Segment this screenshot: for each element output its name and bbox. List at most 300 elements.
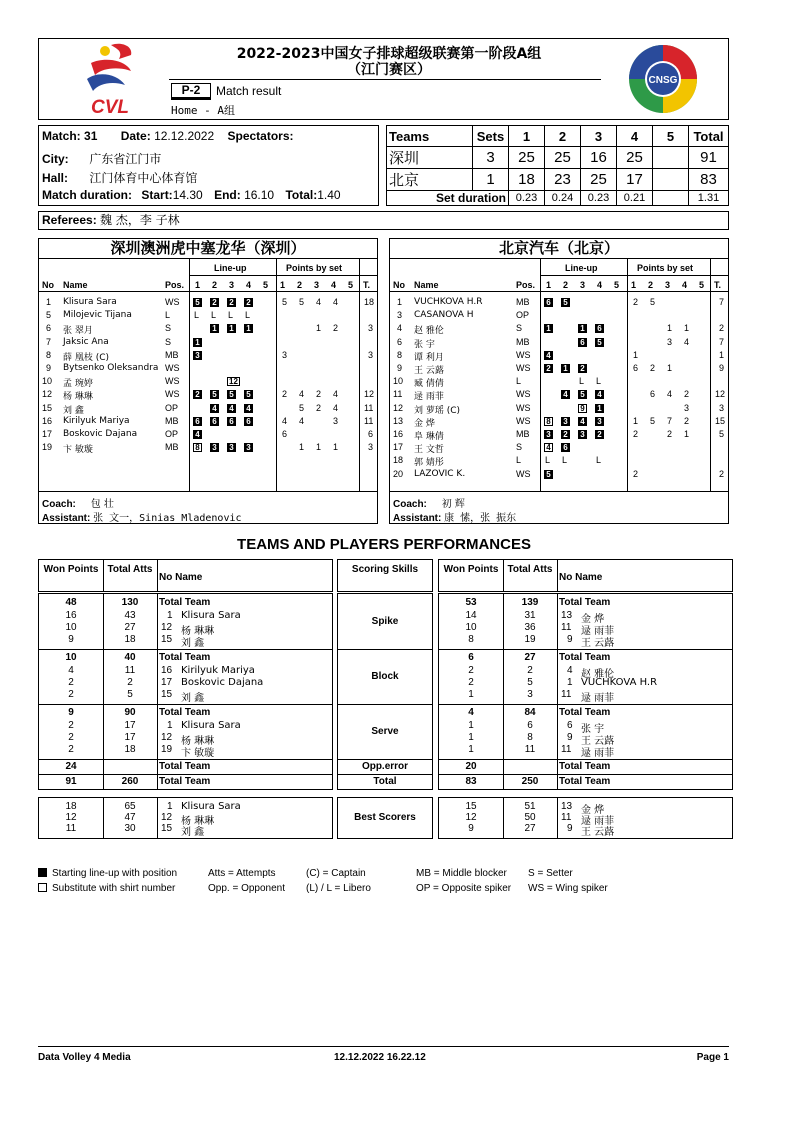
libero-marker: L bbox=[228, 310, 234, 321]
best-won-points: 12 bbox=[465, 812, 477, 823]
col-lineup-set: 4 bbox=[597, 280, 603, 290]
player-atts: 5 bbox=[127, 689, 133, 700]
player-number: 1 bbox=[167, 801, 173, 812]
points-header: Points by set bbox=[637, 263, 694, 273]
starting-position-marker: 5 bbox=[227, 390, 236, 399]
set-points: 2 bbox=[633, 468, 639, 479]
player-name: 王 云蕗 bbox=[581, 827, 615, 838]
starting-position-marker: 3 bbox=[578, 430, 587, 439]
player-name: 薛 凰枝 (C) bbox=[63, 352, 110, 363]
player-won-points: 1 bbox=[468, 689, 474, 700]
starting-position-marker: 1 bbox=[244, 324, 253, 333]
starting-position-marker: 3 bbox=[244, 443, 253, 452]
starting-position-marker: 5 bbox=[595, 338, 604, 347]
set-points: 6 bbox=[282, 429, 288, 439]
right-best-scorers bbox=[438, 797, 733, 839]
divider bbox=[540, 259, 541, 491]
player-name: 阜 琳倩 bbox=[414, 432, 444, 442]
starting-position-marker: 6 bbox=[193, 417, 202, 426]
player-number: 11 bbox=[393, 389, 403, 400]
player-number: 15 bbox=[161, 823, 173, 834]
set-points: 3 bbox=[333, 415, 339, 426]
set-score: 23 bbox=[545, 169, 581, 191]
divider bbox=[157, 560, 158, 591]
starting-position-marker: 4 bbox=[210, 404, 219, 413]
libero-marker: L bbox=[545, 455, 551, 466]
player-atts: 5 bbox=[527, 677, 533, 688]
assistant: Assistant: 康 愫，张 振东 bbox=[393, 513, 517, 524]
player-position: MB bbox=[516, 297, 530, 307]
player-number: 19 bbox=[42, 442, 53, 453]
player-total: 11 bbox=[364, 402, 374, 413]
player-name: 刘 萝瑶 (C) bbox=[414, 405, 461, 416]
match-date: 12.12.2022 bbox=[154, 129, 215, 143]
player-total: 7 bbox=[719, 336, 725, 347]
set-score: 25 bbox=[545, 147, 581, 169]
libero-marker: L bbox=[596, 376, 602, 387]
player-number: 9 bbox=[567, 823, 573, 834]
col-pos: Pos. bbox=[516, 280, 536, 290]
starting-position-marker: 2 bbox=[544, 364, 553, 373]
player-position: MB bbox=[165, 349, 179, 360]
match-info bbox=[38, 125, 379, 206]
col-points-set: 2 bbox=[297, 280, 303, 290]
player-number: 19 bbox=[161, 744, 173, 755]
set-points: 3 bbox=[282, 349, 288, 360]
player-won-points: 16 bbox=[65, 610, 77, 621]
hall-label: Hall: bbox=[42, 171, 69, 185]
empty-square-icon bbox=[38, 883, 47, 892]
player-won-points: 1 bbox=[468, 732, 474, 743]
starting-position-marker: 2 bbox=[210, 298, 219, 307]
total-won-points: 83 bbox=[465, 776, 477, 787]
col-scoring-skills: Scoring Skills bbox=[351, 564, 419, 575]
best-scorers-label-box bbox=[337, 797, 433, 839]
player-won-points: 2 bbox=[68, 720, 74, 731]
divider bbox=[338, 774, 432, 775]
col-points-set: 4 bbox=[682, 280, 688, 290]
starting-position-marker: 2 bbox=[561, 430, 570, 439]
duration-label: Match duration: bbox=[42, 188, 132, 202]
team-total-atts: 90 bbox=[124, 707, 136, 718]
legend-atts: Atts = Attempts bbox=[208, 868, 276, 879]
starting-position-marker: 6 bbox=[544, 298, 553, 307]
starting-position-marker: 4 bbox=[544, 351, 553, 360]
player-name: 孟 琬婷 bbox=[63, 379, 93, 390]
divider bbox=[439, 759, 732, 760]
best-atts: 47 bbox=[124, 812, 136, 823]
set-points: 4 bbox=[299, 415, 305, 426]
set-points: 1 bbox=[633, 349, 639, 360]
set-score: 25 bbox=[509, 147, 545, 169]
col-set4: 4 bbox=[617, 126, 653, 147]
points-header: Points by set bbox=[286, 263, 343, 273]
player-total: 9 bbox=[719, 363, 725, 373]
player-name: Boskovic Dajana bbox=[63, 429, 138, 439]
starting-position-marker: 5 bbox=[544, 470, 553, 479]
best-atts: 27 bbox=[524, 823, 536, 834]
filled-square-icon bbox=[38, 868, 47, 877]
starting-position-marker: 3 bbox=[227, 443, 236, 452]
total-team-label: Total Team bbox=[159, 597, 211, 608]
skill-name: Serve bbox=[371, 726, 399, 737]
libero-marker: L bbox=[245, 310, 251, 321]
player-position: WS bbox=[516, 415, 531, 426]
player-name: 王 云蕗 bbox=[414, 366, 444, 376]
team-total-atts: 40 bbox=[124, 652, 136, 663]
player-total: 3 bbox=[368, 442, 374, 453]
player-number: 4 bbox=[567, 665, 573, 676]
divider bbox=[189, 275, 378, 276]
set-points: 5 bbox=[282, 297, 288, 307]
libero-marker: L bbox=[211, 310, 217, 321]
player-atts: 11 bbox=[124, 665, 136, 676]
divider bbox=[439, 649, 732, 650]
player-number: 6 bbox=[397, 336, 403, 347]
set-points: 4 bbox=[667, 389, 673, 400]
home-team-panel bbox=[38, 238, 378, 524]
col-points-set: 1 bbox=[280, 280, 286, 290]
legend-ws: WS = Wing spiker bbox=[528, 883, 608, 894]
match-label: Match: bbox=[42, 129, 81, 143]
starting-position-marker: 1 bbox=[595, 404, 604, 413]
set-duration: 0.21 bbox=[617, 191, 653, 206]
player-total: 3 bbox=[719, 402, 725, 413]
col-no: No bbox=[42, 280, 54, 290]
player-name: 张 宇 bbox=[414, 339, 435, 350]
player-number: 6 bbox=[46, 323, 52, 334]
best-won-points: 11 bbox=[65, 823, 77, 834]
libero-marker: L bbox=[579, 376, 585, 387]
set-points: 4 bbox=[299, 389, 305, 400]
col-sets: Sets bbox=[473, 126, 509, 147]
player-name: 金 烨 bbox=[581, 805, 605, 816]
player-number: 18 bbox=[393, 455, 404, 466]
starting-position-marker: 4 bbox=[595, 390, 604, 399]
set-points: 1 bbox=[333, 442, 339, 453]
starting-position-marker: 4 bbox=[578, 417, 587, 426]
total-team-label: Total Team bbox=[559, 707, 611, 718]
total-team-label: Total Team bbox=[559, 652, 611, 663]
col-points-set: 1 bbox=[631, 280, 637, 290]
player-name: Milojevic Tijana bbox=[63, 310, 132, 321]
set-duration: 0.23 bbox=[581, 191, 617, 206]
divider bbox=[540, 275, 729, 276]
player-name: VUCHKOVA H.R bbox=[414, 297, 483, 307]
player-number: 1 bbox=[167, 720, 173, 731]
set-score bbox=[653, 169, 689, 191]
team-name-title: 深圳澳洲虎中塞龙华（深圳） bbox=[39, 239, 377, 259]
col-won-points: Won Points bbox=[443, 564, 499, 575]
divider bbox=[627, 259, 628, 491]
player-number: 10 bbox=[393, 376, 404, 387]
col-points-set: 2 bbox=[648, 280, 654, 290]
divider bbox=[439, 704, 732, 705]
player-name: 张 翠月 bbox=[63, 326, 93, 337]
player-total: 11 bbox=[364, 415, 374, 426]
starting-position-marker: 2 bbox=[244, 298, 253, 307]
player-number: 16 bbox=[42, 415, 53, 426]
set-points: 4 bbox=[333, 297, 339, 307]
col-set1: 1 bbox=[509, 126, 545, 147]
player-name: 逯 雨菲 bbox=[414, 392, 444, 403]
player-total: 12 bbox=[364, 389, 375, 400]
set-points: 2 bbox=[667, 429, 673, 439]
start-label: Start: bbox=[141, 188, 173, 202]
player-name: 臧 倩倩 bbox=[414, 379, 444, 390]
best-won-points: 9 bbox=[468, 823, 474, 834]
team-name: 北京 bbox=[387, 169, 473, 191]
col-won-points: Won Points bbox=[43, 564, 99, 575]
doc-code: P-2 bbox=[171, 83, 211, 98]
divider bbox=[557, 560, 558, 591]
col-lineup-set: 3 bbox=[229, 280, 235, 290]
starting-position-marker: 1 bbox=[561, 364, 570, 373]
end-label: End: bbox=[214, 188, 241, 202]
player-number: 11 bbox=[561, 689, 572, 700]
hall: 江门体育中心体育馆 bbox=[89, 171, 198, 185]
player-number: 10 bbox=[42, 376, 53, 387]
starting-position-marker: 5 bbox=[244, 390, 253, 399]
player-name: VUCHKOVA H.R bbox=[581, 677, 658, 688]
stats-header bbox=[438, 559, 733, 592]
total-team-label: Total Team bbox=[559, 761, 611, 772]
team-won-points: 4 bbox=[468, 707, 474, 718]
player-total: 2 bbox=[719, 468, 725, 479]
player-name: Kirilyuk Mariya bbox=[181, 665, 255, 676]
total-team-label: Total Team bbox=[559, 776, 611, 787]
col-points-set: 3 bbox=[314, 280, 320, 290]
player-atts: 36 bbox=[524, 622, 536, 633]
starting-position-marker: 6 bbox=[227, 417, 236, 426]
player-total: 15 bbox=[715, 415, 726, 426]
divider bbox=[39, 759, 332, 760]
report-subtitle-venue: （江门赛区） bbox=[347, 62, 431, 78]
skills-header bbox=[337, 559, 433, 592]
footer-page: Page 1 bbox=[696, 1052, 729, 1063]
player-name: Klisura Sara bbox=[181, 610, 241, 621]
col-no-name: No Name bbox=[559, 572, 603, 583]
player-number: 17 bbox=[161, 677, 173, 688]
col-set5: 5 bbox=[653, 126, 689, 147]
player-position: WS bbox=[516, 389, 531, 400]
divider bbox=[390, 291, 729, 292]
player-number: 17 bbox=[393, 442, 404, 453]
col-no-name: No Name bbox=[159, 572, 203, 583]
divider bbox=[189, 259, 190, 491]
starting-position-marker: 1 bbox=[193, 338, 202, 347]
player-name: 杨 琳琳 bbox=[181, 626, 215, 637]
city: 广东省江门市 bbox=[89, 152, 162, 166]
divider bbox=[439, 774, 732, 775]
set-duration: 0.24 bbox=[545, 191, 581, 206]
left-stats-body bbox=[38, 593, 333, 790]
starting-position-marker: 3 bbox=[561, 417, 570, 426]
total-label: Total: bbox=[285, 188, 318, 202]
set-points: 5 bbox=[299, 297, 305, 307]
best-won-points: 12 bbox=[65, 812, 77, 823]
city-label: City: bbox=[42, 152, 69, 166]
divider bbox=[39, 491, 378, 492]
player-total: 1 bbox=[719, 349, 725, 360]
set-points: 6 bbox=[650, 389, 656, 400]
set-points: 4 bbox=[333, 402, 339, 413]
player-name: 卞 敏璇 bbox=[181, 748, 215, 759]
best-atts: 50 bbox=[524, 812, 536, 823]
set-points: 1 bbox=[633, 415, 639, 426]
col-set3: 3 bbox=[581, 126, 617, 147]
substitute-marker: 12 bbox=[227, 377, 240, 386]
set-points: 2 bbox=[316, 389, 322, 400]
player-name: 赵 雅伦 bbox=[581, 669, 615, 680]
col-points-set: 5 bbox=[699, 280, 705, 290]
legend-mb: MB = Middle blocker bbox=[416, 868, 507, 879]
set-score bbox=[653, 147, 689, 169]
player-number: 1 bbox=[167, 610, 173, 621]
player-total: 3 bbox=[368, 323, 374, 334]
col-no: No bbox=[393, 280, 405, 290]
set-points: 2 bbox=[633, 297, 639, 307]
col-lineup-set: 3 bbox=[580, 280, 586, 290]
set-points: 2 bbox=[633, 429, 639, 439]
set-points: 4 bbox=[333, 389, 339, 400]
set-points: 4 bbox=[316, 297, 322, 307]
col-teams: Teams bbox=[387, 126, 473, 147]
total-team-label: Total Team bbox=[159, 707, 211, 718]
player-atts: 19 bbox=[524, 634, 536, 645]
player-number: 3 bbox=[397, 310, 403, 321]
set-points: 6 bbox=[633, 363, 639, 373]
player-name: 金 烨 bbox=[581, 614, 605, 625]
col-total-atts: Total Atts bbox=[107, 564, 153, 575]
team-total-atts: 139 bbox=[521, 597, 539, 608]
report-title: 2022-2023中国女子排球超级联赛第一阶段A组 bbox=[236, 46, 542, 62]
legend-s: S = Setter bbox=[528, 868, 573, 879]
legend-opp: Opp. = Opponent bbox=[208, 883, 286, 894]
player-position: WS bbox=[165, 363, 180, 373]
set-score: 25 bbox=[617, 147, 653, 169]
best-atts: 30 bbox=[124, 823, 136, 834]
total-duration: 1.40 bbox=[317, 188, 341, 202]
player-number: 6 bbox=[567, 720, 573, 731]
divider bbox=[157, 798, 158, 838]
player-won-points: 1 bbox=[468, 744, 474, 755]
player-name: 刘 鑫 bbox=[181, 638, 205, 649]
assistant: Assistant: 张 文一，Sinias Mladenovic bbox=[42, 513, 242, 524]
player-name: 逯 雨菲 bbox=[581, 748, 615, 759]
referees bbox=[38, 211, 729, 230]
player-number: 9 bbox=[567, 732, 573, 743]
player-name: Jaksic Ana bbox=[63, 336, 109, 347]
player-name: 王 文哲 bbox=[414, 445, 444, 456]
player-position: L bbox=[165, 310, 171, 321]
right-stats-body bbox=[438, 593, 733, 790]
player-number: 11 bbox=[561, 812, 572, 823]
set-points: 5 bbox=[650, 415, 656, 426]
player-name: LAZOVIC K. bbox=[414, 468, 466, 479]
divider bbox=[103, 560, 104, 591]
best-atts: 65 bbox=[124, 801, 136, 812]
set-points: 7 bbox=[667, 415, 673, 426]
team-won-points: 6 bbox=[468, 652, 474, 663]
set-points: 4 bbox=[684, 336, 690, 347]
player-number: 9 bbox=[397, 363, 403, 373]
report-header bbox=[38, 38, 729, 120]
sets-won: 3 bbox=[473, 147, 509, 169]
player-name: 杨 琳琳 bbox=[63, 392, 93, 403]
player-name: 杨 琳琳 bbox=[181, 816, 215, 827]
set-points: 4 bbox=[282, 415, 288, 426]
opp-error-label: Opp.error bbox=[361, 761, 409, 772]
player-position: WS bbox=[165, 376, 180, 387]
player-name: 杨 琳琳 bbox=[181, 736, 215, 747]
player-position: MB bbox=[165, 442, 179, 453]
player-number: 15 bbox=[42, 402, 53, 413]
starting-position-marker: 6 bbox=[595, 324, 604, 333]
player-position: S bbox=[516, 442, 523, 453]
team-won-points: 10 bbox=[65, 652, 77, 663]
set-duration-label: Set duration bbox=[387, 191, 509, 206]
player-name: 金 烨 bbox=[414, 418, 435, 429]
svg-text:CVL: CVL bbox=[91, 97, 129, 117]
lineup-header: Line-up bbox=[214, 263, 247, 273]
substitute-marker: 4 bbox=[544, 443, 553, 452]
player-number: 12 bbox=[42, 389, 53, 400]
set-points: 1 bbox=[316, 323, 322, 334]
player-won-points: 10 bbox=[65, 622, 77, 633]
player-number: 13 bbox=[561, 801, 573, 812]
player-atts: 17 bbox=[124, 720, 136, 731]
divider bbox=[710, 259, 711, 491]
player-atts: 11 bbox=[524, 744, 536, 755]
col-total: Total bbox=[689, 126, 729, 147]
player-total: 2 bbox=[719, 323, 725, 334]
player-won-points: 9 bbox=[68, 634, 74, 645]
set-points: 1 bbox=[684, 429, 690, 439]
col-lineup-set: 4 bbox=[246, 280, 252, 290]
set-points: 1 bbox=[667, 363, 673, 373]
set-points: 2 bbox=[333, 323, 339, 334]
total-set-duration: 1.31 bbox=[689, 191, 729, 206]
player-won-points: 2 bbox=[68, 677, 74, 688]
col-points-set: 4 bbox=[331, 280, 337, 290]
player-name: 逯 雨菲 bbox=[581, 693, 615, 704]
player-name: 张 宇 bbox=[581, 724, 605, 735]
set-score: 18 bbox=[509, 169, 545, 191]
player-position: S bbox=[165, 323, 172, 334]
divider bbox=[390, 491, 729, 492]
left-best-scorers bbox=[38, 797, 333, 839]
player-total: 6 bbox=[368, 429, 374, 439]
opp-error-points: 20 bbox=[465, 761, 477, 772]
player-name: Kirilyuk Mariya bbox=[63, 415, 130, 426]
player-name: Klisura Sara bbox=[181, 720, 241, 731]
player-total: 12 bbox=[715, 389, 726, 400]
player-atts: 8 bbox=[527, 732, 533, 743]
player-atts: 3 bbox=[527, 689, 533, 700]
player-number: 1 bbox=[46, 297, 52, 307]
home-group: Home - A组 bbox=[171, 104, 235, 117]
set-points: 2 bbox=[684, 415, 690, 426]
substitute-marker: 9 bbox=[578, 404, 587, 413]
cnsg-logo bbox=[625, 41, 701, 117]
player-position: S bbox=[516, 323, 523, 334]
footer bbox=[38, 1046, 729, 1063]
col-name: Name bbox=[63, 280, 88, 290]
player-position: WS bbox=[516, 349, 531, 360]
player-atts: 17 bbox=[124, 732, 136, 743]
svg-text:CNSG: CNSG bbox=[648, 75, 678, 86]
